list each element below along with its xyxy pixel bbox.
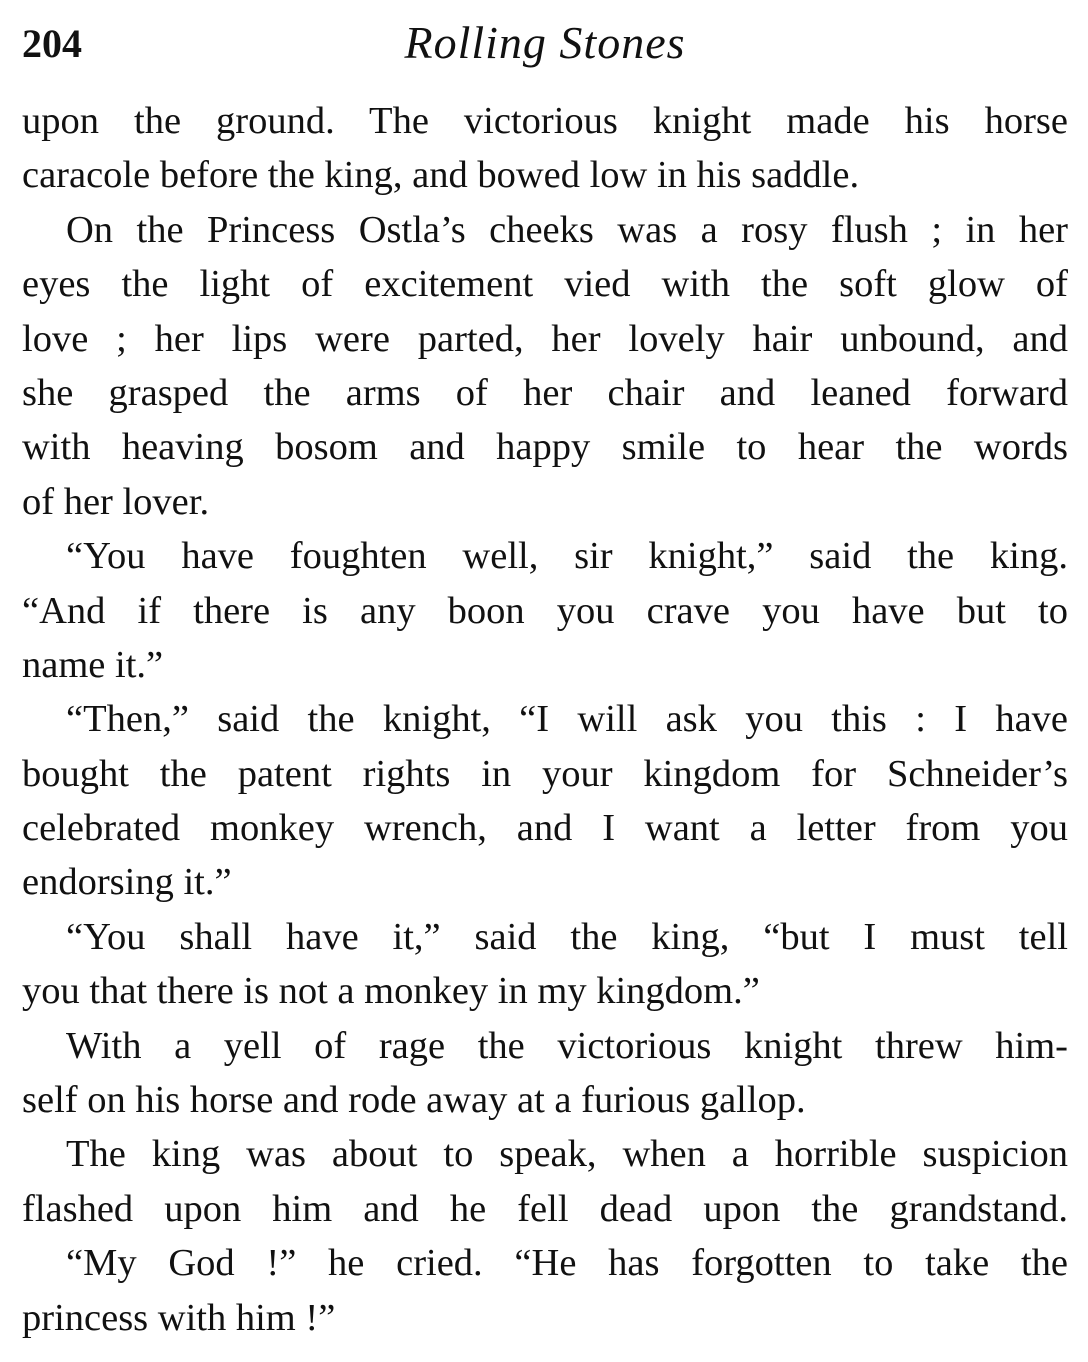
text-line: The king was about to speak, when a horrible suspicion [66,1133,1068,1176]
text-line: with heaving bosom and happy smile to hear the words [22,426,1068,469]
text-line: “And if there is any boon you crave you have but to [22,589,1068,632]
text-line: of her lover. [22,480,210,523]
page-number: 204 [22,21,82,66]
text-line: she grasped the arms of her chair and leaned forward [22,371,1068,414]
running-title: Rolling Stones [404,17,686,68]
text-line: caracole before the king, and bowed low in his saddle. [22,154,860,197]
text-line: “You shall have it,” said the king, “but I must tell [66,915,1068,958]
text-line: With a yell of rage the victorious knight threw him- [66,1024,1068,1067]
text-line: “You have foughten well, sir knight,” said the king. [66,535,1068,578]
text-line: “My God !” he cried. “He has forgotten to take the [66,1242,1068,1285]
text-line: flashed upon him and he fell dead upon the grandstand. [22,1187,1068,1230]
text-line: endorsing it.” [22,861,232,904]
text-line: self on his horse and rode away at a furious gallop. [22,1079,806,1122]
text-line: “Then,” said the knight, “I will ask you this : I have [66,698,1068,741]
text-line: celebrated monkey wrench, and I want a letter from you [22,807,1068,850]
text-line: princess with him !” [22,1296,336,1339]
text-line: upon the ground. The victorious knight made his horse [22,100,1068,142]
text-line: you that there is not a monkey in my kingdom.” [22,970,760,1013]
text-line: love ; her lips were parted, her lovely hair unbound, and [22,317,1068,360]
text-line: On the Princess Ostla’s cheeks was a rosy flush ; in her [66,208,1068,251]
page-header [22,14,1068,74]
body-text [22,94,1068,1345]
text-line: eyes the light of excitement vied with the soft glow of [22,263,1068,306]
text-line: bought the patent rights in your kingdom for Schneider’s [22,752,1068,795]
text-line: name it.” [22,643,164,686]
